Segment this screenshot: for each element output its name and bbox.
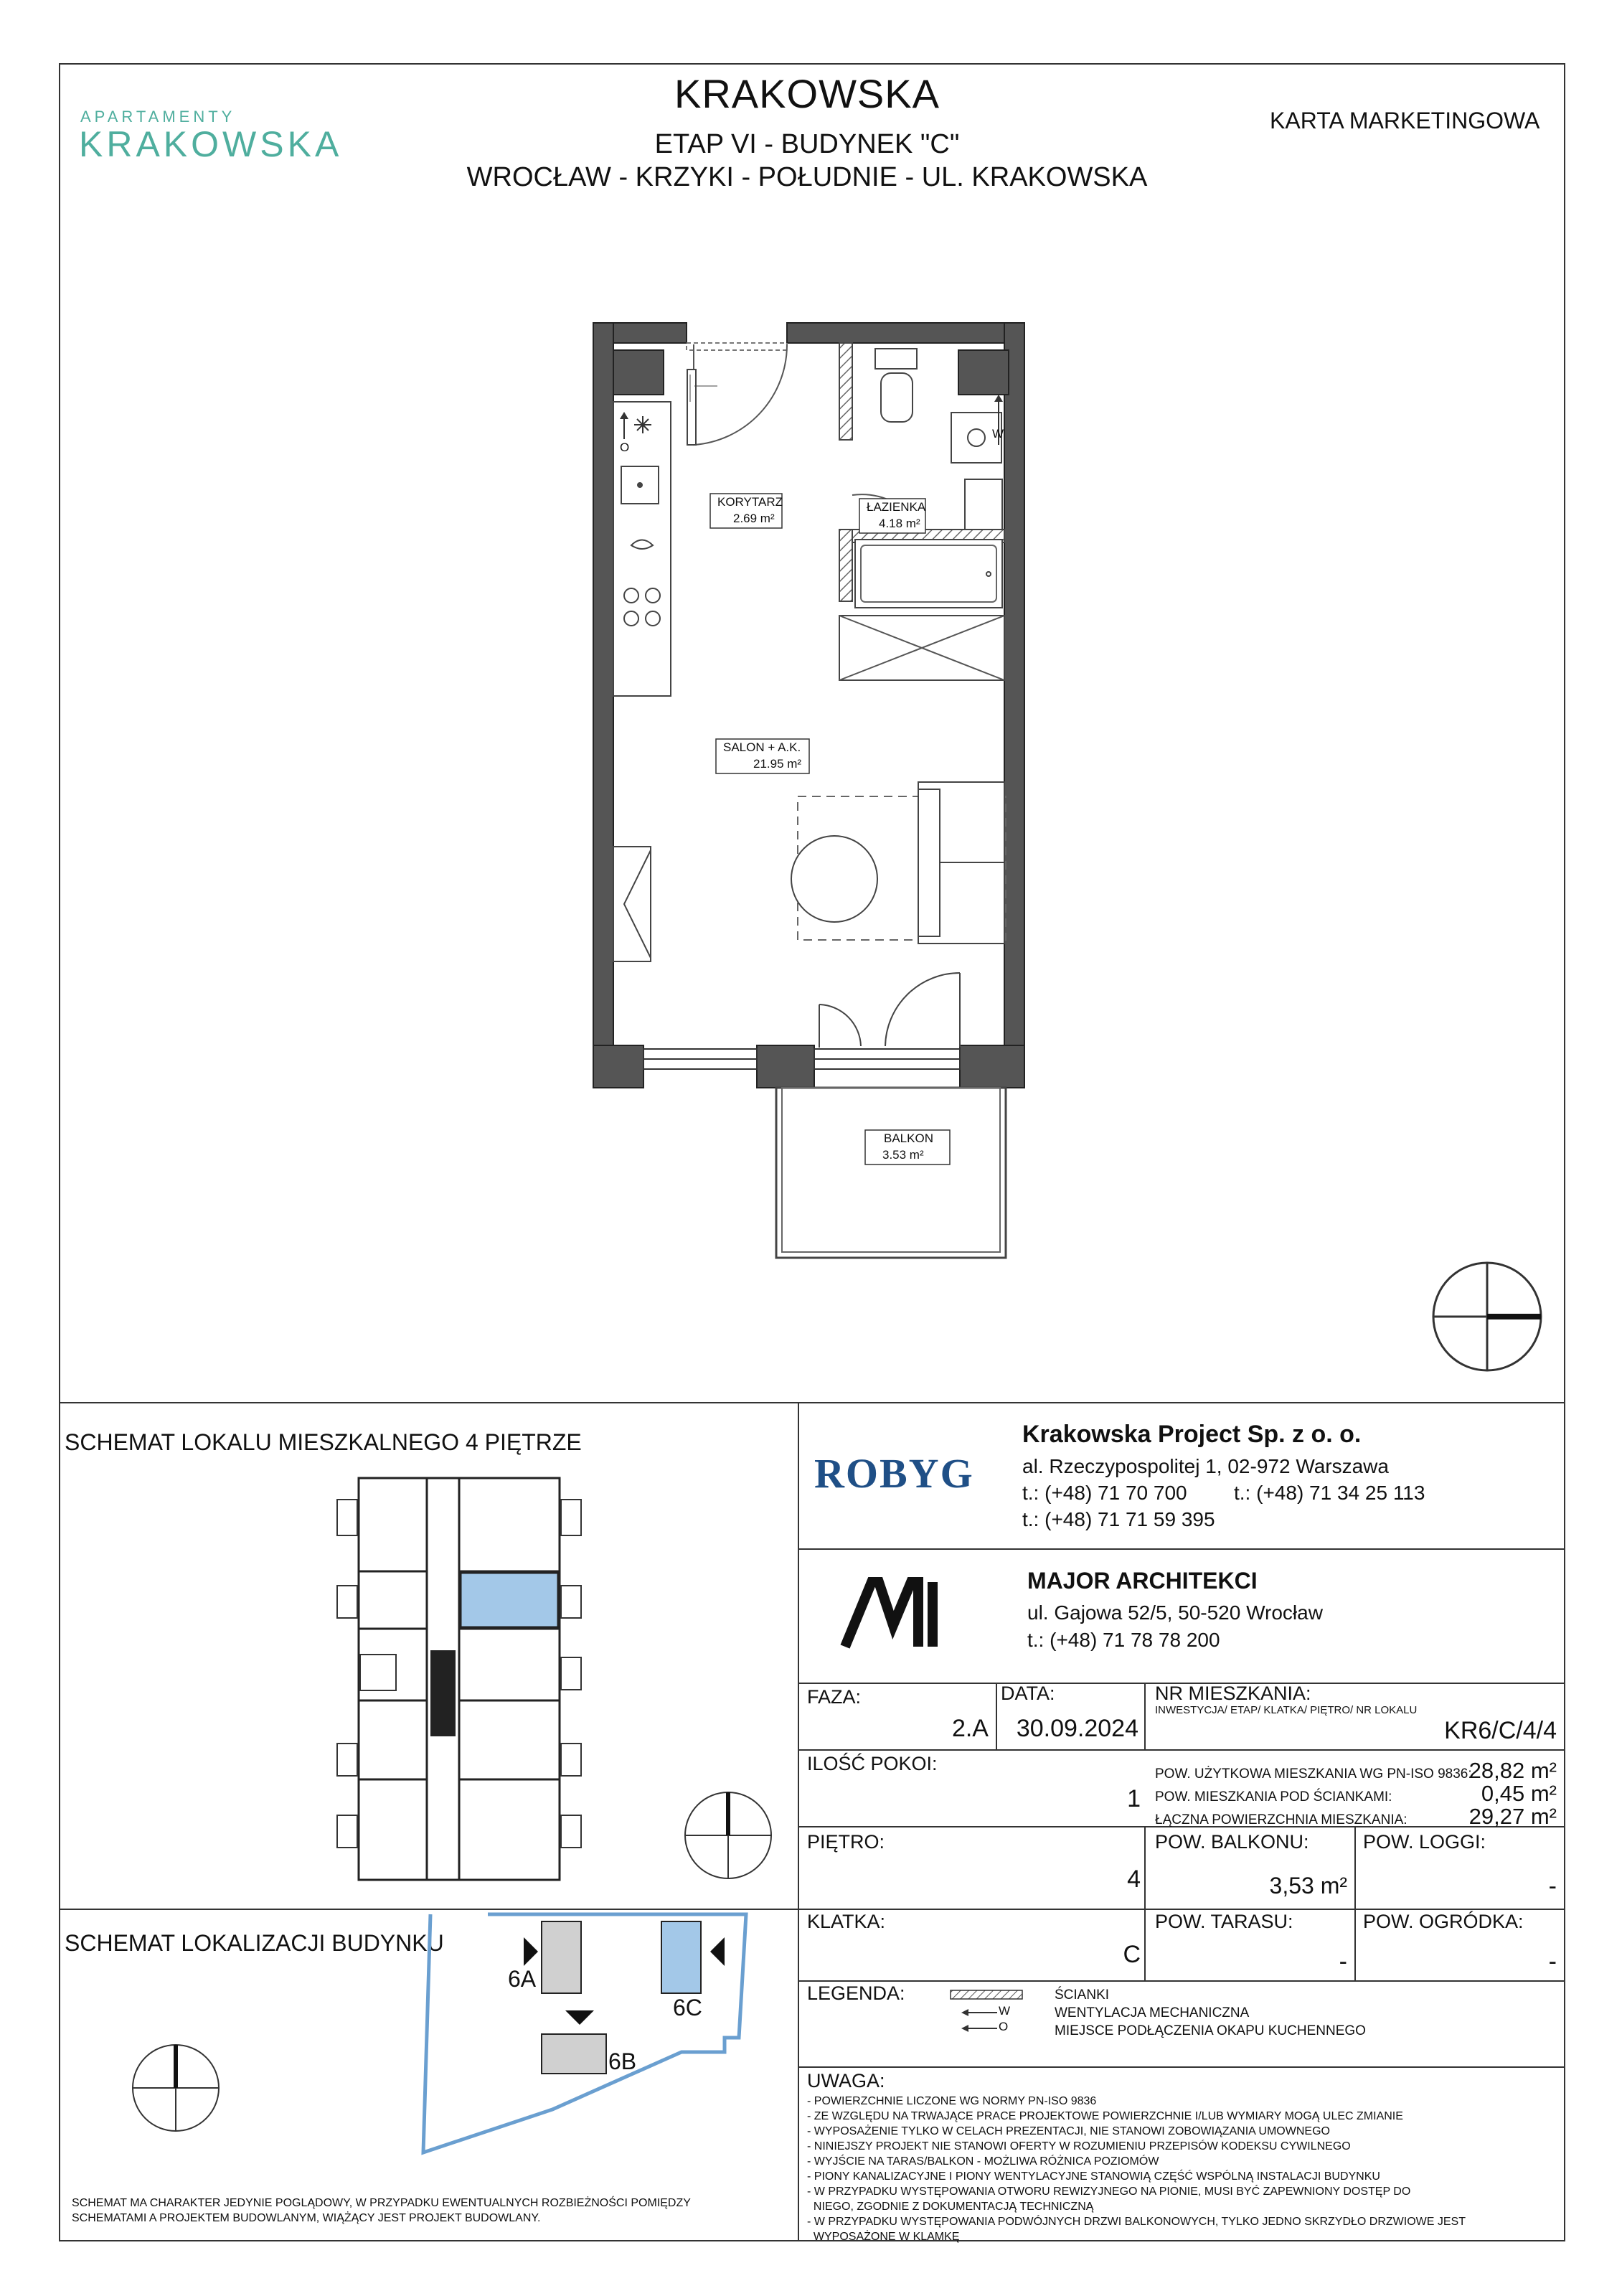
legend-item-hood: MIEJSCE PODŁĄCZENIA OKAPU KUCHENNEGO <box>1055 2023 1366 2038</box>
investor-phone-3: t.: (+48) 71 71 59 395 <box>1022 1508 1215 1530</box>
data-label: DATA: <box>1001 1683 1055 1704</box>
area1-label: POW. UŻYTKOWA MIESZKANIA WG PN-ISO 9836: <box>1155 1766 1472 1782</box>
taras-value: - <box>1339 1948 1347 1975</box>
area3-value: 29,27 m² <box>1468 1804 1557 1829</box>
legend-item-ventilation: WENTYLACJA MECHANICZNA <box>1055 2005 1250 2020</box>
page-title: KRAKOWSKA <box>674 71 940 116</box>
divider-row1 <box>798 1749 1565 1751</box>
architect-logo-icon <box>839 1575 947 1654</box>
architect-phone: t.: (+48) 71 78 78 200 <box>1027 1629 1220 1651</box>
legend-symbols <box>947 1987 1040 2038</box>
faza-value: 2.A <box>951 1715 989 1742</box>
building-label-6b: 6B <box>608 2048 637 2074</box>
notes-list <box>807 2094 1553 2244</box>
note-item: - PIONY KANALIZACYJNE I PIONY WENTYLACYJNE STANOWIĄ CZĘŚĆ WSPÓLNĄ INSTALACJI BUDYNKU <box>807 2170 1380 2183</box>
architect-address: ul. Gajowa 52/5, 50-520 Wrocław <box>1027 1601 1323 1624</box>
pokoi-label: ILOŚĆ POKOI: <box>807 1753 938 1774</box>
hood-mark-o: O <box>620 441 630 454</box>
room-name-balkon: BALKON <box>884 1131 933 1145</box>
area3-label: ŁĄCZNA POWIERZCHNIA MIESZKANIA: <box>1155 1812 1408 1827</box>
architect-name: MAJOR ARCHITEKCI <box>1027 1568 1258 1594</box>
legend-item-walls: ŚCIANKI <box>1055 1987 1110 2003</box>
note-item: WYPOSAŻONE W KLAMKĘ <box>807 2231 960 2243</box>
room-area-korytarz: 2.69 m² <box>733 512 775 525</box>
divider-col-nr <box>1144 1683 1146 1749</box>
note-item: - WYJŚCIE NA TARAS/BALKON - MOŻLIWA RÓŻNICA POZIOMÓW <box>807 2155 1159 2168</box>
note-item: - NINIEJSZY PROJEKT NIE STANOWI OFERTY W ROZUMIENIU PRZEPISÓW KODEKSU CYWILNEGO <box>807 2140 1351 2152</box>
divider-legend <box>798 2066 1565 2068</box>
page-subtitle-stage: ETAP VI - BUDYNEK "C" <box>654 129 960 159</box>
data-value: 30.09.2024 <box>1016 1715 1138 1742</box>
vent-mark-w: W <box>992 427 1004 441</box>
klatka-label: KLATKA: <box>807 1911 886 1932</box>
investor-phone-2: t.: (+48) 71 34 25 113 <box>1234 1482 1425 1504</box>
note-item: - W PRZYPADKU WYSTĘPOWANIA OTWORU REWIZYJNEGO NA PIONIE, MUSI BYĆ ZAPEWNIONY DOSTĘP DO <box>807 2186 1411 2198</box>
note-item: - ZE WZGLĘDU NA TRWAJĄCE PRACE PROJEKTOWE POWIERZCHNIE I/LUB WYMIARY MOGĄ ULEC ZMIANIE <box>807 2110 1403 2122</box>
area1-value: 28,82 m² <box>1468 1758 1557 1783</box>
area2-label: POW. MIESZKANIA POD ŚCIANKAMI: <box>1155 1789 1392 1805</box>
loggia-label: POW. LOGGI: <box>1363 1831 1486 1853</box>
divider-main <box>59 1402 1565 1403</box>
room-name-lazienka: ŁAZIENKA <box>867 500 926 514</box>
balkon-label: POW. BALKONU: <box>1155 1831 1309 1853</box>
area2-value: 0,45 m² <box>1481 1781 1557 1806</box>
loggia-value: - <box>1548 1873 1557 1900</box>
legend-mark-w: W <box>999 2004 1011 2018</box>
note-item: - WYPOSAŻENIE TYLKO W CELACH PREZENTACJI, NIE STANOWI ZOBOWIĄZANIA UMOWNEGO <box>807 2125 1330 2137</box>
taras-label: POW. TARASU: <box>1155 1911 1293 1932</box>
location-schema-title: SCHEMAT LOKALIZACJI BUDYNKU <box>65 1930 444 1956</box>
note-item: - W PRZYPADKU WYSTĘPOWANIA PODWÓJNYCH DRZWI BALKONOWYCH, TYLKO JEDNO SKRZYDŁO DRZWIOWE JEST <box>807 2216 1466 2228</box>
divider-col-loggia <box>1354 1826 1356 1980</box>
legend-title: LEGENDA: <box>807 1982 905 2004</box>
floor-schema-drawing <box>330 1464 789 1894</box>
room-area-salon: 21.95 m² <box>753 757 802 771</box>
floor-schema-title: SCHEMAT LOKALU MIESZKALNEGO 4 PIĘTRZE <box>65 1429 582 1455</box>
note-item: NIEGO, ZGODNIE Z DOKUMENTACJĄ TECHNICZNĄ <box>807 2201 1094 2213</box>
location-schema-drawing <box>122 1909 768 2181</box>
note-item: - POWIERZCHNIE LICZONE WG NORMY PN-ISO 9836 <box>807 2095 1097 2107</box>
notes-title: UWAGA: <box>807 2070 885 2092</box>
building-label-6c: 6C <box>673 1995 702 2020</box>
pokoi-value: 1 <box>1127 1785 1141 1812</box>
logo-top-text: APARTAMENTY <box>80 108 236 126</box>
divider-row4 <box>798 1980 1565 1982</box>
nr-label: NR MIESZKANIA: <box>1155 1683 1311 1704</box>
card-type: KARTA MARKETINGOWA <box>1270 108 1540 133</box>
investor-phone-1: t.: (+48) 71 70 700 <box>1022 1482 1187 1504</box>
room-name-salon: SALON + A.K. <box>723 740 801 754</box>
page-subtitle-location: WROCŁAW - KRZYKI - POŁUDNIE - UL. KRAKOWSKA <box>466 162 1148 192</box>
investor-address: al. Rzeczypospolitej 1, 02-972 Warszawa <box>1022 1455 1389 1477</box>
balkon-value: 3,53 m² <box>1269 1873 1347 1899</box>
investor-name: Krakowska Project Sp. z o. o. <box>1022 1421 1362 1448</box>
logo-main-text: KRAKOWSKA <box>79 124 343 164</box>
ogrodek-label: POW. OGRÓDKA: <box>1363 1911 1524 1932</box>
room-name-korytarz: KORYTARZ <box>717 495 783 509</box>
legend-mark-o: O <box>999 2020 1009 2033</box>
nr-sub: INWESTYCJA/ ETAP/ KLATKA/ PIĘTRO/ NR LOKALU <box>1155 1704 1418 1716</box>
divider-col-balkon <box>1144 1826 1146 1980</box>
divider-col-date <box>996 1683 997 1749</box>
ogrodek-value: - <box>1548 1948 1557 1975</box>
pietro-value: 4 <box>1127 1866 1141 1893</box>
pietro-label: PIĘTRO: <box>807 1831 885 1853</box>
divider-investor <box>798 1548 1565 1550</box>
divider-row3 <box>798 1909 1565 1910</box>
faza-label: FAZA: <box>807 1686 862 1708</box>
room-area-balkon: 3.53 m² <box>882 1148 924 1162</box>
building-label-6a: 6A <box>508 1966 537 1992</box>
room-area-lazienka: 4.18 m² <box>879 517 920 530</box>
klatka-value: C <box>1123 1941 1141 1968</box>
robyg-logo: ROBYG <box>814 1450 974 1497</box>
schema-disclaimer: SCHEMAT MA CHARAKTER JEDYNIE POGLĄDOWY, W PRZYPADKU EWENTUALNYCH ROZBIEŻNOŚCI POMIĘDZY SCHEMATAMI A PROJEKTEM BUDOWLANYM, WIĄŻĄCY JEST PROJEKT BUDOWLANY. <box>72 2197 691 2224</box>
divider-vertical <box>798 1402 799 2241</box>
nr-value: KR6/C/4/4 <box>1444 1717 1557 1744</box>
